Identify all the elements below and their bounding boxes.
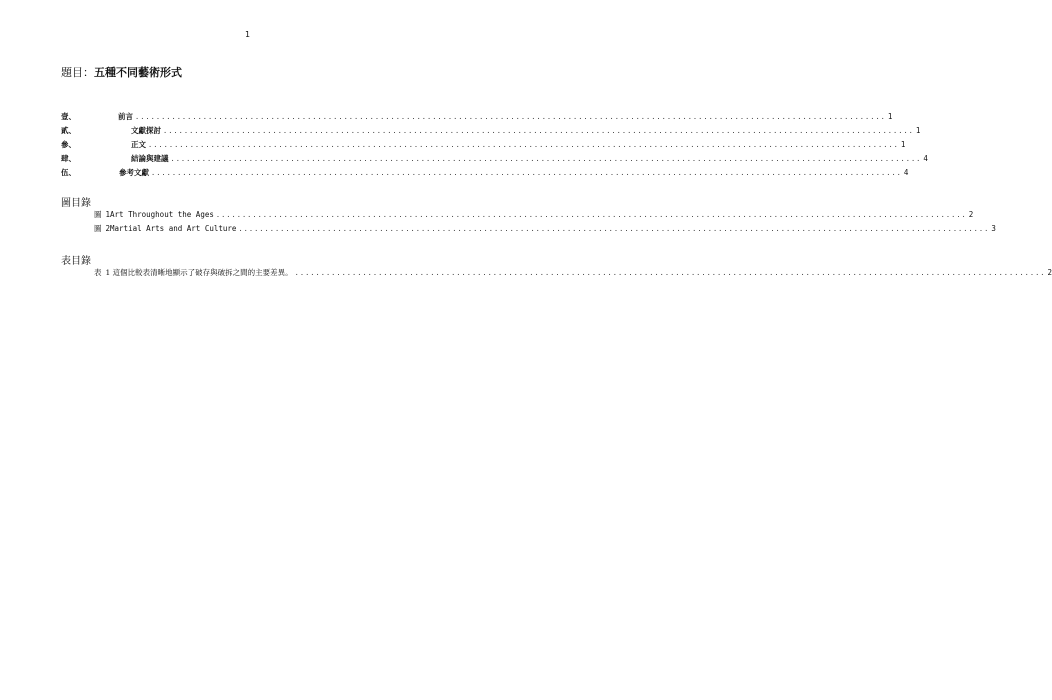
toc-entry-number: 貳、 (61, 126, 76, 135)
toc-entry-number: 肆、 (61, 154, 76, 163)
title-value: 五種不同藝術形式 (94, 66, 182, 79)
dot-leader: ................................................................................................................................................ (215, 211, 967, 219)
figure-entry-prefix: 圖 (94, 210, 102, 219)
figure-entry-title (94, 222, 236, 236)
table-entry[interactable] (94, 266, 1052, 280)
dot-leader: ................................................................................................................................................ (238, 225, 990, 233)
figure-entry-text: 2Martial Arts and Art Culture (105, 224, 237, 233)
list-of-figures (94, 208, 996, 236)
toc-entry-page: 4 (903, 168, 909, 177)
figure-entry-page: 3 (991, 224, 996, 233)
figure-entry-title (94, 208, 214, 222)
list-of-tables (94, 266, 1052, 280)
toc-entry[interactable] (61, 138, 906, 152)
toc-entry-title: 參考文獻 (119, 168, 149, 177)
toc-entry-page: 1 (900, 140, 906, 149)
title-label: 題目： (61, 66, 94, 79)
toc-entry[interactable] (61, 166, 909, 180)
page-number: 1 (244, 30, 251, 39)
figure-entry-text: 1Art Throughout the Ages (105, 210, 214, 219)
table-of-contents (61, 110, 928, 180)
table-entry-page: 2 (1047, 268, 1052, 277)
table-entry-prefix: 表 (94, 268, 102, 277)
dot-leader: ................................................................................................................................................ (151, 169, 902, 177)
figure-entry[interactable] (94, 208, 974, 222)
toc-entry-title: 前言 (118, 112, 133, 121)
toc-entry-page: 4 (923, 154, 928, 163)
dot-leader: ................................................................................................................................................ (148, 141, 899, 149)
toc-entry-page: 1 (887, 112, 893, 121)
table-entry-title (94, 266, 293, 280)
toc-entry[interactable] (61, 152, 928, 166)
figures-heading: 圖目錄 (61, 198, 91, 209)
document-title (61, 64, 182, 80)
figure-entry[interactable] (94, 222, 996, 236)
toc-entry-title: 文獻探討 (131, 126, 161, 135)
toc-entry[interactable] (61, 124, 921, 138)
table-entry-text: 1 這個比較表清晰地顯示了破存與破拆之間的主要差異。 (105, 268, 293, 277)
dot-leader: ................................................................................................................................................ (170, 155, 922, 163)
toc-entry-number: 壹、 (61, 112, 76, 121)
toc-entry-page: 1 (915, 126, 921, 135)
dot-leader: ................................................................................................................................................ (163, 127, 914, 135)
toc-entry-title: 正文 (131, 140, 146, 149)
toc-entry[interactable] (61, 110, 893, 124)
toc-entry-number: 參、 (61, 140, 76, 149)
toc-entry-number: 伍、 (61, 168, 76, 177)
tables-heading: 表目錄 (61, 256, 91, 267)
figure-entry-prefix: 圖 (94, 224, 102, 233)
figure-entry-page: 2 (968, 210, 974, 219)
dot-leader: ................................................................................................................................................ (135, 113, 886, 121)
toc-entry-title: 結論與建議 (131, 154, 169, 163)
dot-leader: ................................................................................................................................................ (294, 269, 1046, 277)
